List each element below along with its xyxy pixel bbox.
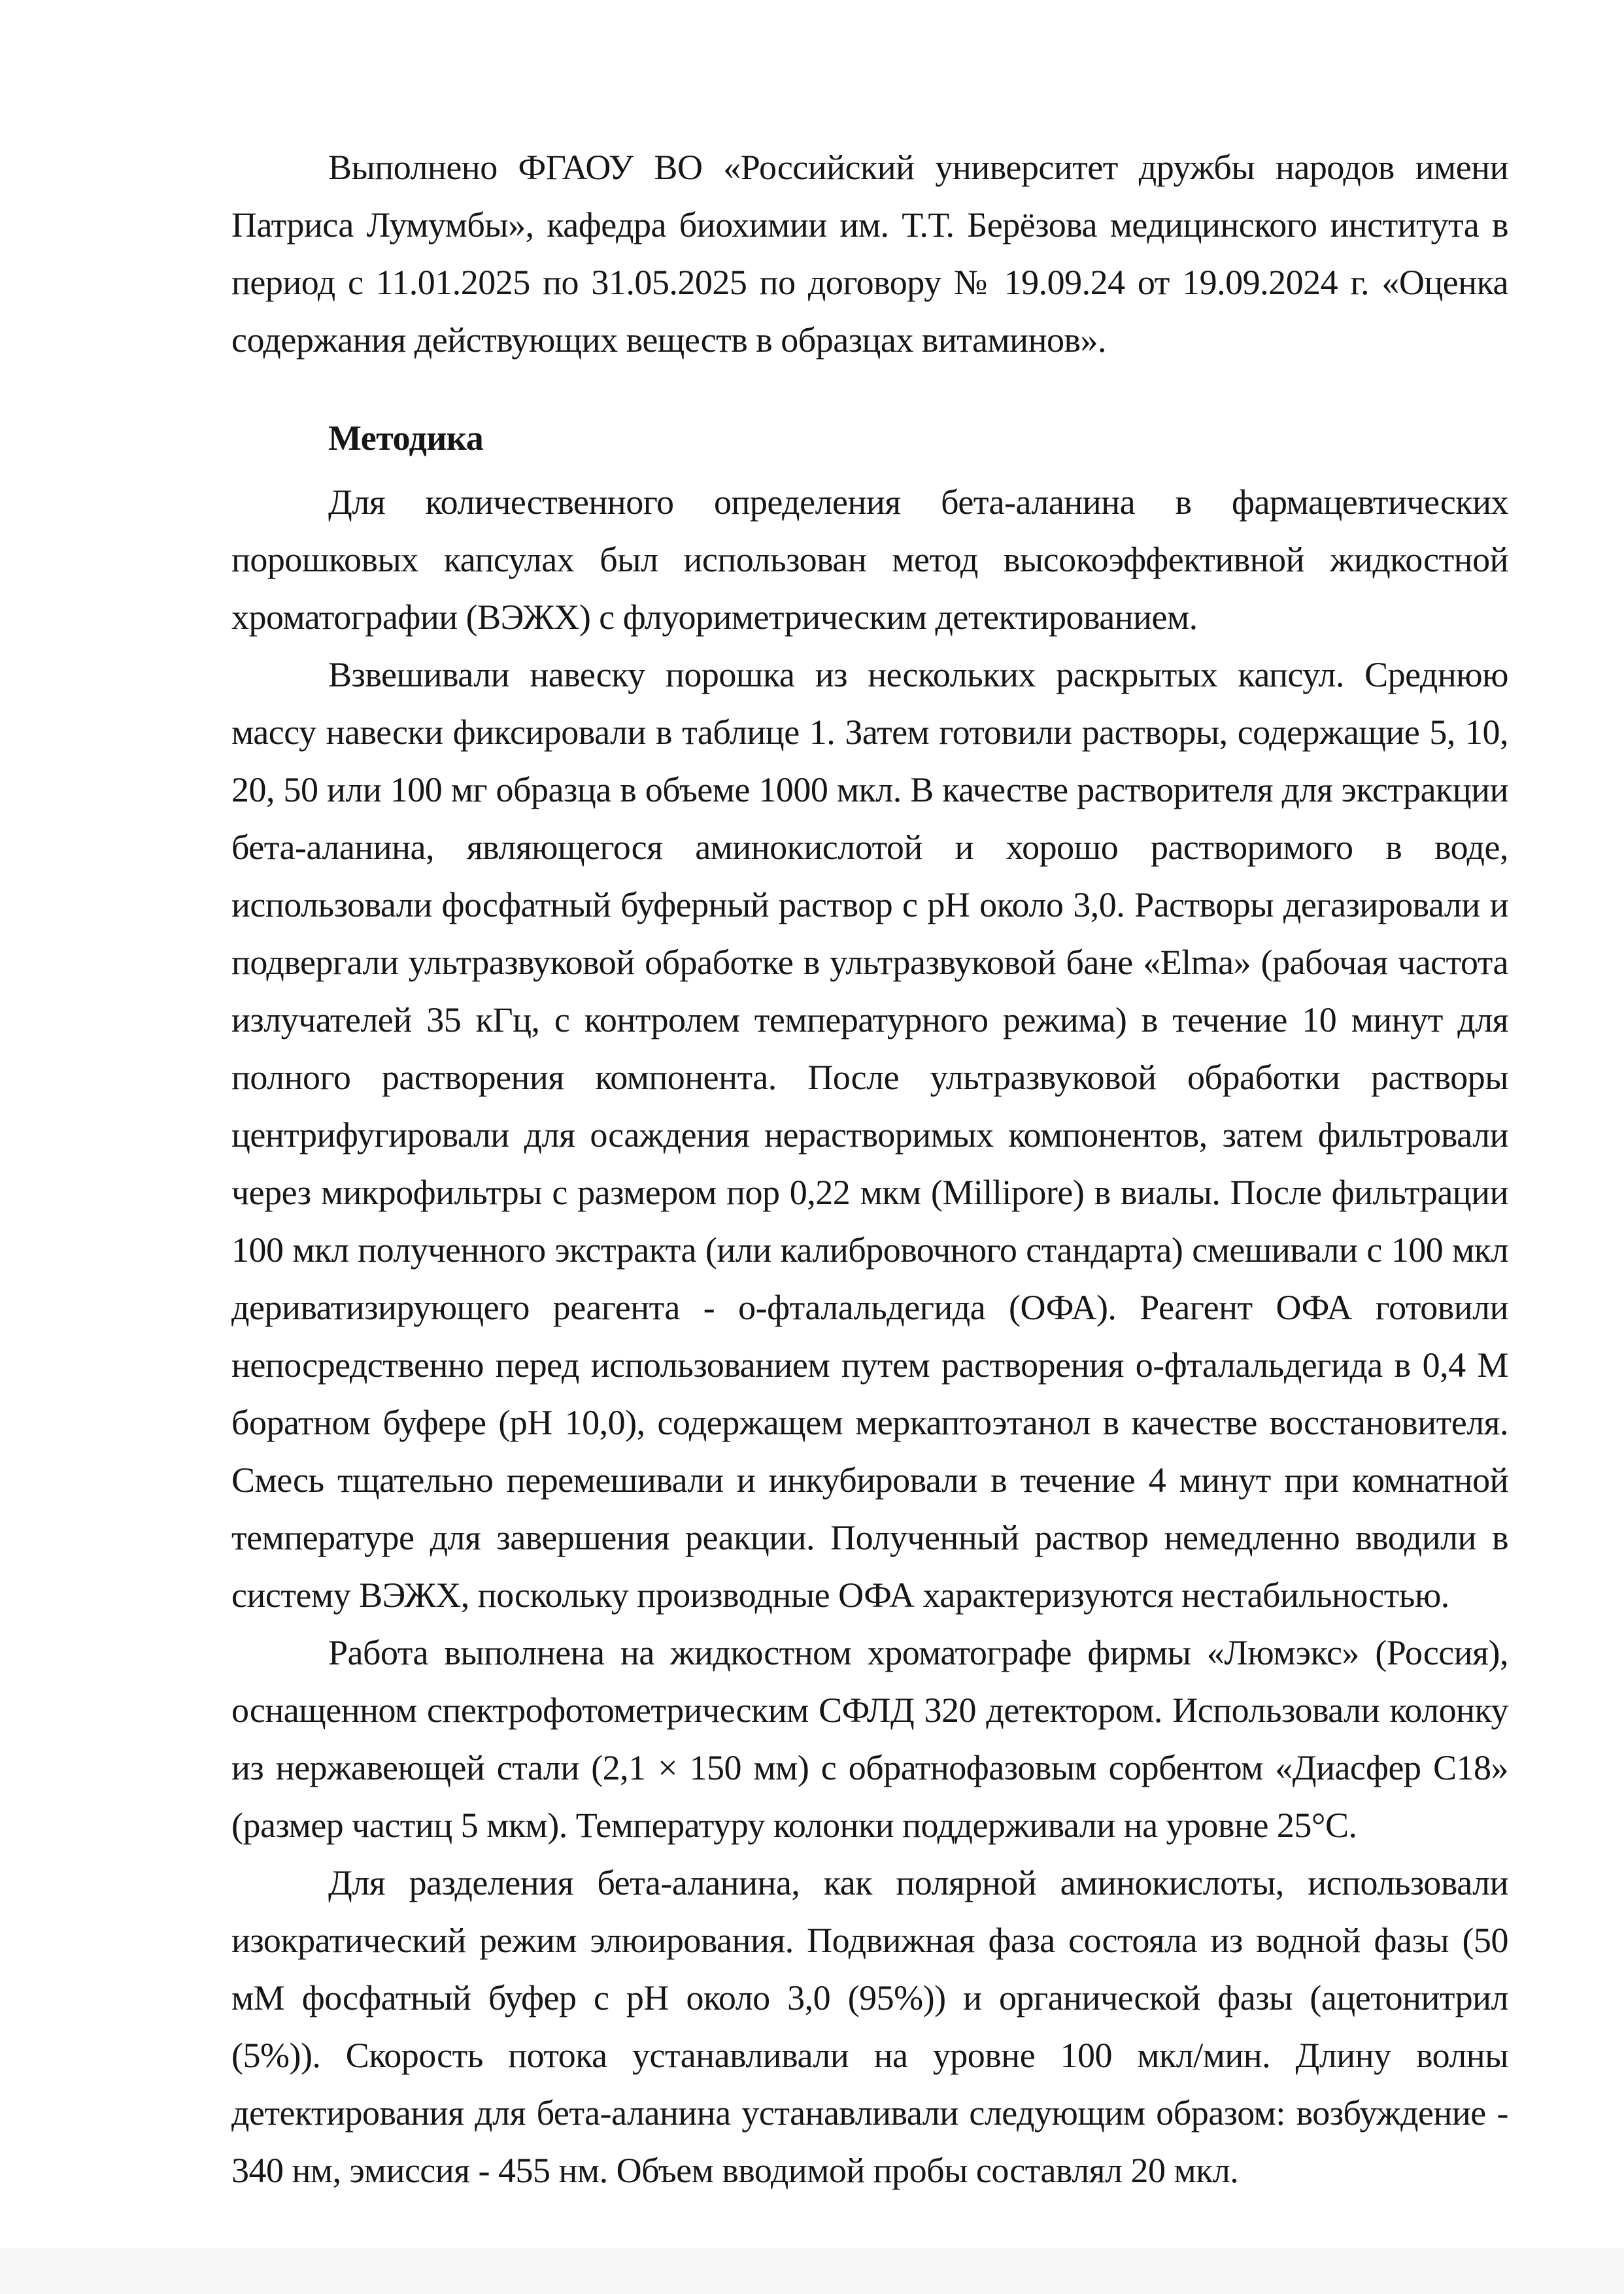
scan-artifact-band [0, 2248, 1624, 2294]
section-heading-metodika: Методика [328, 418, 484, 458]
paragraph-method-overview: Для количественного определения бета-аланина в фармацевтических порошковых капсулах был использован метод высокоэффективной жидкостной хроматографии (ВЭЖХ) с флуориметрическим детектированием. [231, 482, 1508, 637]
paragraph-sample-preparation: Взвешивали навеску порошка из нескольких раскрытых капсул. Среднюю массу навески фиксировали в таблице 1. Затем готовили растворы, содержащие 5, 10, 20, 50 или 100 мг образца в объеме 1000 мкл. В качестве растворителя для экстракции бета-аланина, являющегося аминокислотой и хорошо растворимого в воде, использовали фосфатный буферный раствор с рН около 3,0. Растворы дегазировали и подвергали ультразвуковой обработке в ультразвуковой бане «Elma» (рабочая частота излучателей 35 кГц, с контролем температурного режима) в течение 10 минут для полного растворения компонента. После ультразвуковой обработки растворы центрифугировали для осаждения нерастворимых компонентов, затем фильтровали через микрофильтры с размером пор 0,22 мкм (Millipore) в виалы. После фильтрации 100 мкл полученного экстракта (или калибровочного стандарта) смешивали с 100 мкл дериватизирующего реагента - о-фталальдегида (ОФА). Реагент ОФА готовили непосредственно перед использованием путем растворения о-фталальдегида в 0,4 М боратном буфере (рН 10,0), содержащем меркаптоэтанол в качестве восстановителя. Смесь тщательно перемешивали и инкубировали в течение 4 минут при комнатной температуре для завершения реакции. Полученный раствор немедленно вводили в систему ВЭЖХ, поскольку производные ОФА характеризуются нестабильностью. [231, 655, 1508, 1615]
paragraph-instrumentation: Работа выполнена на жидкостном хроматографе фирмы «Люмэкс» (Россия), оснащенном спектрофотометрическим СФЛД 320 детектором. Использовали колонку из нержавеющей стали (2,1 × 150 мм) с обратнофазовым сорбентом «Диасфер С18» (размер частиц 5 мкм). Температуру колонки поддерживали на уровне 25°С. [231, 1633, 1508, 1845]
paragraph-contract-info: Выполнено ФГАОУ ВО «Российский университет дружбы народов имени Патриса Лумумбы», кафедра биохимии им. Т.Т. Берёзова медицинского института в период с 11.01.2025 по 31.05.2025 по договору № 19.09.24 от 19.09.2024 г. «Оценка содержания действующих веществ в образцах витаминов». [231, 148, 1508, 360]
paragraph-elution-conditions: Для разделения бета-аланина, как полярной аминокислоты, использовали изократический режим элюирования. Подвижная фаза состояла из водной фазы (50 мМ фосфатный буфер с рН около 3,0 (95%)) и органической фазы (ацетонитрил (5%)). Скорость потока устанавливали на уровне 100 мкл/мин. Длину волны детектирования для бета-аланина устанавливали следующим образом: возбуждение - 340 нм, эмиссия - 455 нм. Объем вводимой пробы составлял 20 мкл. [231, 1863, 1508, 2190]
